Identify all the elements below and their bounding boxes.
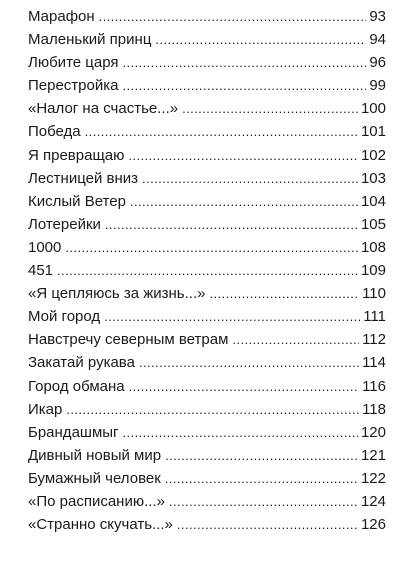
dot-leader: [129, 375, 359, 398]
dot-leader: [165, 467, 358, 490]
toc-entry: [28, 28, 386, 51]
toc-entry-title: «Странно скучать...»: [28, 516, 173, 534]
toc-entry-title: Лестницей вниз: [28, 169, 139, 187]
toc-entry: [28, 444, 386, 467]
toc-entry: [28, 490, 386, 513]
toc-entry: [28, 305, 386, 328]
dot-leader: [104, 305, 360, 328]
dot-leader: [65, 236, 358, 259]
toc-entry-page-number: 94: [369, 31, 386, 49]
toc-entry: [28, 144, 386, 167]
toc-entry-title: Бумажный человек: [28, 469, 161, 487]
toc-entry-page-number: 100: [360, 100, 386, 118]
dot-leader: [169, 490, 358, 513]
toc-entry: [28, 259, 386, 282]
toc-entry-page-number: 96: [369, 54, 386, 72]
toc-entry: [28, 282, 386, 305]
toc-entry: [28, 375, 386, 398]
dot-leader: [57, 259, 358, 282]
dot-leader: [123, 421, 358, 444]
toc-entry-page-number: 110: [362, 285, 386, 303]
toc-entry-title: Навстречу северным ветрам: [28, 331, 229, 349]
toc-entry-title: 1000: [28, 238, 62, 256]
toc-entry: [28, 328, 386, 351]
toc-entry-page-number: 104: [360, 192, 386, 210]
dot-leader: [165, 444, 358, 467]
toc-entry: [28, 120, 386, 143]
toc-entry-page-number: 126: [360, 516, 386, 534]
toc-entry-page-number: 112: [362, 331, 386, 349]
dot-leader: [123, 51, 367, 74]
toc-entry-title: Икар: [28, 400, 63, 418]
toc-entry: [28, 5, 386, 28]
toc-entry: [28, 351, 386, 374]
dot-leader: [105, 213, 358, 236]
toc-entry-title: Кислый Ветер: [28, 192, 126, 210]
toc-entry-title: «По расписанию...»: [28, 492, 165, 510]
dot-leader: [139, 351, 359, 374]
toc-entry-title: Марафон: [28, 8, 95, 25]
toc-entry-page-number: 118: [362, 400, 386, 418]
table-of-contents: [28, 5, 386, 536]
dot-leader: [128, 144, 358, 167]
dot-leader: [66, 398, 359, 421]
toc-entry: [28, 74, 386, 97]
toc-entry-page-number: 114: [362, 354, 386, 372]
toc-entry: [28, 398, 386, 421]
toc-entry: [28, 190, 386, 213]
toc-entry-page-number: 101: [360, 123, 386, 141]
toc-entry-page-number: 122: [360, 469, 386, 487]
toc-entry-page-number: 116: [362, 377, 386, 395]
dot-leader: [209, 282, 359, 305]
dot-leader: [99, 5, 367, 28]
toc-entry: [28, 513, 386, 536]
dot-leader: [177, 513, 358, 536]
toc-entry-title: Дивный новый мир: [28, 446, 162, 464]
toc-entry-page-number: 108: [360, 238, 386, 256]
toc-entry-title: Мой город: [28, 308, 101, 326]
dot-leader: [182, 97, 358, 120]
dot-leader: [155, 28, 366, 51]
toc-entry-page-number: 105: [360, 215, 386, 233]
toc-entry: [28, 467, 386, 490]
dot-leader: [130, 190, 358, 213]
toc-entry-title: Маленький принц: [28, 31, 152, 49]
toc-entry-page-number: 109: [360, 262, 386, 280]
toc-entry-page-number: 124: [360, 492, 386, 510]
toc-entry: [28, 167, 386, 190]
dot-leader: [232, 328, 359, 351]
toc-entry-title: Закатай рукава: [28, 354, 135, 372]
dot-leader: [85, 120, 358, 143]
toc-entry-page-number: 121: [360, 446, 386, 464]
toc-entry-title: Перестройка: [28, 77, 119, 95]
toc-entry-title: Любите царя: [28, 54, 119, 72]
toc-entry-title: Город обмана: [28, 377, 125, 395]
toc-entry-page-number: 102: [360, 146, 386, 164]
toc-entry-title: 451: [28, 262, 54, 280]
toc-entry-title: «Я цепляюсь за жизнь...»: [28, 285, 206, 303]
toc-entry-title: Брандашмыг: [28, 423, 119, 441]
dot-leader: [142, 167, 358, 190]
toc-entry-page-number: 103: [360, 169, 386, 187]
toc-entry-title: «Налог на счастье...»: [28, 100, 179, 118]
toc-entry: [28, 236, 386, 259]
dot-leader: [122, 74, 366, 97]
toc-entry-page-number: 111: [363, 308, 386, 326]
toc-entry-page-number: 120: [360, 423, 386, 441]
toc-entry-page-number: 99: [369, 77, 386, 95]
toc-entry: [28, 421, 386, 444]
toc-entry: [28, 97, 386, 120]
toc-entry-title: Я превращаю: [28, 146, 125, 164]
toc-entry-title: Лотерейки: [28, 215, 101, 233]
toc-entry: [28, 51, 386, 74]
toc-entry-title: Победа: [28, 123, 81, 141]
toc-entry-page-number: 93: [369, 8, 386, 25]
toc-entry: [28, 213, 386, 236]
